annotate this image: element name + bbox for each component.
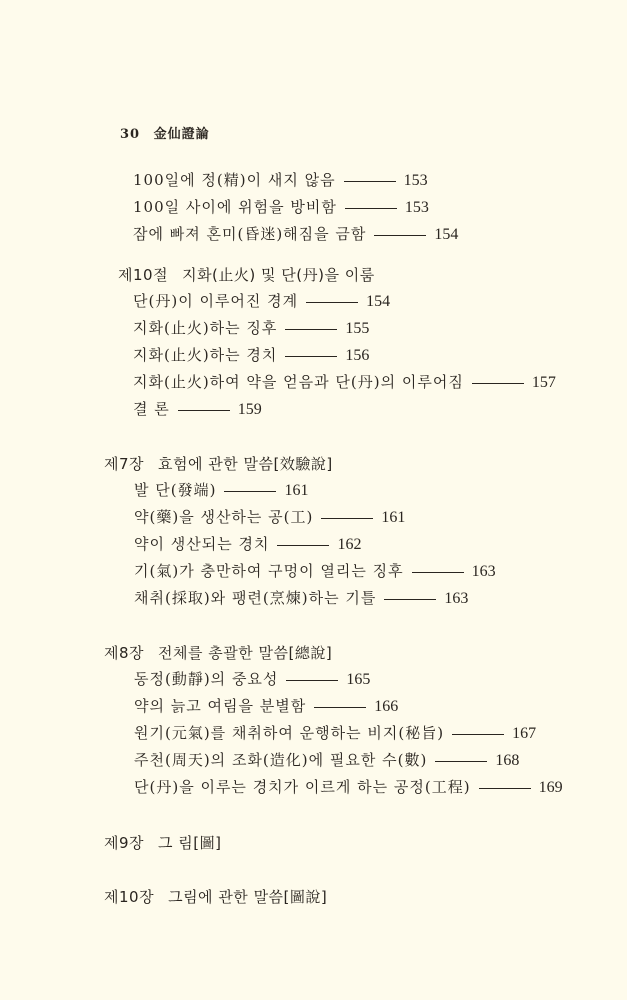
leader-line	[286, 680, 338, 681]
leader-line	[321, 518, 373, 519]
page-ref: 159	[237, 401, 262, 418]
toc-entry[interactable]: 단(丹)이 이루어진 경계 154	[133, 292, 391, 310]
leader-line	[452, 734, 504, 735]
toc-entry[interactable]: 채취(採取)와 팽련(烹煉)하는 기틀 163	[134, 589, 469, 607]
leader-line	[306, 302, 358, 303]
leader-line	[345, 208, 397, 209]
page-ref: 169	[538, 779, 563, 796]
toc-chapter-10	[104, 884, 327, 910]
chapter-heading[interactable]: 제8장 전체를 총괄한 말씀[總說]	[104, 644, 333, 662]
page-ref: 154	[434, 226, 459, 243]
page-ref: 167	[512, 725, 537, 742]
leader-line	[344, 181, 396, 182]
leader-line	[374, 235, 426, 236]
toc-entry[interactable]: 발 단(發端) 161	[134, 481, 309, 499]
toc-section-10	[118, 262, 556, 423]
page-ref: 161	[381, 509, 406, 526]
toc-entry[interactable]: 결 론 159	[133, 400, 262, 418]
leader-line	[479, 788, 531, 789]
toc-entry[interactable]: 단(丹)을 이루는 경치가 이르게 하는 공정(工程) 169	[134, 778, 563, 796]
leader-line	[285, 356, 337, 357]
page-ref: 153	[403, 172, 428, 189]
toc-chapter-9	[104, 830, 221, 856]
leader-line	[277, 545, 329, 546]
toc-entry[interactable]: 100일 사이에 위험을 방비함 153	[133, 198, 429, 216]
toc-entry[interactable]: 잠에 빠져 혼미(昏迷)해짐을 금함 154	[133, 225, 459, 243]
page-ref: 155	[345, 320, 370, 337]
book-title: 金仙證論	[153, 127, 210, 142]
page-ref: 161	[284, 482, 309, 499]
chapter-heading[interactable]: 제9장 그 림[圖]	[104, 834, 222, 852]
toc-entry[interactable]: 주천(周天)의 조화(造化)에 필요한 수(數) 168	[134, 751, 520, 769]
page-ref: 168	[495, 752, 520, 769]
toc-entry[interactable]: 지화(止火)하는 경치 156	[133, 346, 370, 364]
toc-entry[interactable]: 동정(動靜)의 중요성 165	[134, 670, 371, 688]
leader-line	[314, 707, 366, 708]
chapter-heading[interactable]: 제10장 그림에 관한 말씀[圖說]	[104, 888, 328, 906]
leader-line	[224, 491, 276, 492]
page-ref: 162	[337, 536, 362, 553]
page-ref: 163	[471, 563, 496, 580]
toc-entry[interactable]: 원기(元氣)를 채취하여 운행하는 비지(秘旨) 167	[134, 724, 537, 742]
toc-entry[interactable]: 기(氣)가 충만하여 구멍이 열리는 징후 163	[134, 562, 496, 580]
toc-entry[interactable]: 약(藥)을 생산하는 공(工) 161	[134, 508, 406, 526]
page-ref: 157	[531, 374, 556, 391]
chapter-heading[interactable]: 제7장 효험에 관한 말씀[效驗說]	[104, 455, 333, 473]
section-heading[interactable]: 제10절 지화(止火) 및 단(丹)을 이룸	[118, 266, 375, 284]
page-header	[120, 123, 210, 142]
leader-line	[285, 329, 337, 330]
toc-entry[interactable]: 지화(止火)하는 징후 155	[133, 319, 370, 337]
leader-line	[472, 383, 524, 384]
page-ref: 153	[404, 199, 429, 216]
toc-block-continued	[133, 167, 458, 248]
toc-entry[interactable]: 100일에 정(精)이 새지 않음 153	[133, 171, 428, 189]
page-ref: 166	[374, 698, 399, 715]
page-ref: 156	[345, 347, 370, 364]
toc-entry[interactable]: 약의 늙고 여림을 분별함 166	[134, 697, 399, 715]
leader-line	[412, 572, 464, 573]
page-ref: 154	[366, 293, 391, 310]
toc-chapter-7	[104, 451, 496, 612]
leader-line	[435, 761, 487, 762]
leader-line	[384, 599, 436, 600]
page-ref: 163	[444, 590, 469, 607]
toc-chapter-8	[104, 640, 563, 801]
page-ref: 165	[346, 671, 371, 688]
leader-line	[178, 410, 230, 411]
toc-entry[interactable]: 지화(止火)하여 약을 얻음과 단(丹)의 이루어짐 157	[133, 373, 556, 391]
page-number: 30	[120, 127, 141, 142]
toc-entry[interactable]: 약이 생산되는 경치 162	[134, 535, 362, 553]
